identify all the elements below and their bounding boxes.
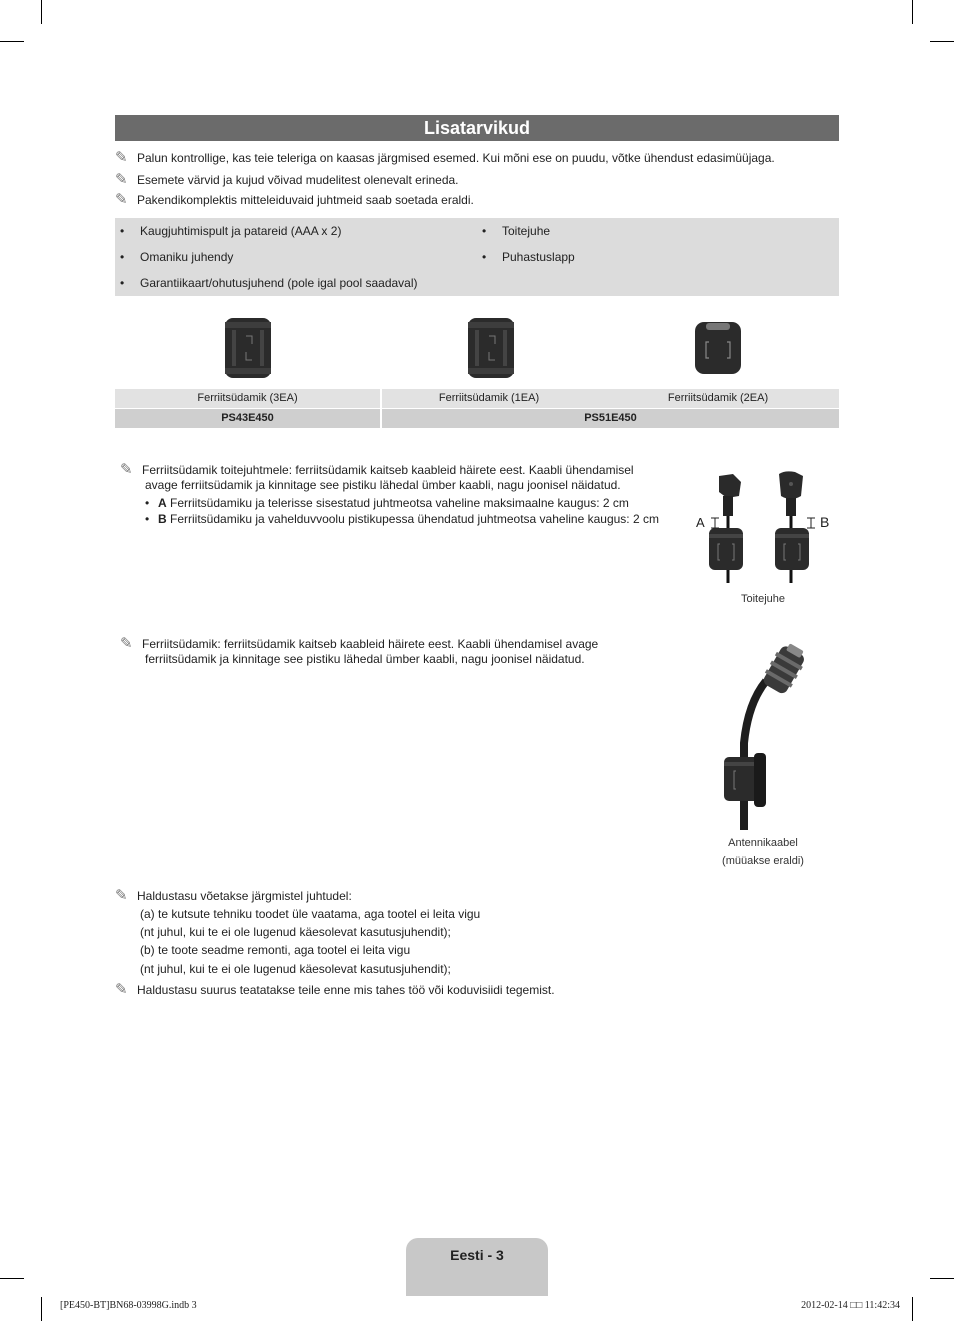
page-number: Eesti - 3 (450, 1247, 504, 1263)
ferrite-name-cell: Ferriitsüdamik (2EA) (667, 392, 769, 404)
pencil-note-icon: ✎ (115, 191, 128, 208)
bullet-icon: • (120, 276, 125, 290)
figure-caption: (müüakse eraldi) (722, 855, 804, 867)
bullet-icon: • (482, 250, 487, 264)
ferrite-core-image (222, 316, 274, 380)
figure-caption: Toitejuhe (740, 593, 786, 605)
pencil-note-icon: ✎ (115, 981, 128, 998)
list-item: • B Ferriitsüdamiku ja vahelduvvoolu pistikupessa ühendatud juhtmeotsa vaheline kaugus: 2 cm (145, 512, 659, 526)
figure-caption: Antennikaabel (728, 837, 798, 849)
list-item: • Puhastuslapp (482, 250, 575, 264)
power-ferrite-note-cont: avage ferriitsüdamik ja kinnitage see pistiku lähedal ümber kaabli, nagu joonisel näidatud. (145, 478, 621, 492)
fee-note-last: ✎ Haldustasu suurus teatatakse teile enne mis tahes töö või koduvisiidi tegemist. (115, 981, 555, 998)
antenna-cable-figure (718, 643, 812, 830)
figure-label-b: B (820, 514, 830, 530)
bullet-icon: • (482, 224, 487, 238)
page-title: Lisatarvikud (115, 115, 839, 141)
fee-note-heading: ✎ Haldustasu võetakse järgmistel juhtudel: (115, 887, 352, 904)
pencil-note-icon: ✎ (120, 461, 133, 478)
model-cell: PS51E450 (382, 409, 839, 428)
list-item: • Toitejuhe (482, 224, 551, 238)
ferrite-core-image (465, 316, 517, 380)
crop-mark (41, 1297, 42, 1321)
fee-note-line: (b) te toote seadme remonti, aga tootel ei leita vigu (140, 943, 411, 957)
crop-mark (0, 1278, 24, 1279)
footer-file-info: [PE450-BT]BN68-03998G.indb 3 (60, 1300, 197, 1311)
note-check-items: ✎ Palun kontrollige, kas teie teleriga on kaasas järgmised esemed. Kui mõni ese on puudu, võtke ühendust edasimüüjaga. (115, 149, 775, 166)
ferrite-core-image (692, 320, 744, 376)
power-cord-figure (695, 468, 835, 583)
crop-mark (930, 1278, 954, 1279)
bullet-icon: • (145, 496, 150, 510)
pencil-note-icon: ✎ (120, 635, 133, 652)
bullet-icon: • (145, 512, 150, 526)
antenna-ferrite-note: ✎ Ferriitsüdamik: ferriitsüdamik kaitseb kaableid häirete eest. Kaabli ühendamisel avage (120, 635, 599, 652)
pencil-note-icon: ✎ (115, 149, 128, 166)
pencil-note-icon: ✎ (115, 887, 128, 904)
ferrite-name-cell: Ferriitsüdamik (3EA) (115, 389, 380, 408)
crop-mark (0, 41, 24, 42)
bullet-icon: • (120, 250, 125, 264)
list-item: • Garantiikaart/ohutusjuhend (pole igal pool saadaval) (120, 276, 418, 290)
antenna-ferrite-note-cont: ferriitsüdamik ja kinnitage see pistiku lähedal ümber kaabli, nagu joonisel näidatud. (145, 652, 585, 666)
figure-label-a: A (696, 515, 705, 530)
list-item: • Omaniku juhendy (120, 250, 234, 264)
note-cables: ✎ Pakendikomplektis mitteleiduvaid juhtmeid saab soetada eraldi. (115, 191, 474, 208)
fee-note-line: (nt juhul, kui te ei ole lugenud käesolevat kasutusjuhendit); (140, 925, 451, 939)
model-cell: PS43E450 (115, 409, 380, 428)
pencil-note-icon: ✎ (115, 171, 128, 188)
fee-note-line: (nt juhul, kui te ei ole lugenud käesolevat kasutusjuhendit); (140, 962, 451, 976)
note-colors-shapes: ✎ Esemete värvid ja kujud võivad mudelitest olenevalt erineda. (115, 171, 459, 188)
list-item: • Kaugjuhtimispult ja patareid (AAA x 2) (120, 224, 342, 238)
footer-timestamp: 2012-02-14 □□ 11:42:34 (801, 1300, 900, 1311)
power-ferrite-note: ✎ Ferriitsüdamik toitejuhtmele: ferriitsüdamik kaitseb kaableid häirete eest. Kaabli ühendamisel (120, 461, 634, 478)
list-item: • A Ferriitsüdamiku ja telerisse sisestatud juhtmeotsa vaheline maksimaalne kaugus: 2 cm (145, 496, 629, 510)
crop-mark (930, 41, 954, 42)
bullet-icon: • (120, 224, 125, 238)
crop-mark (912, 0, 913, 24)
crop-mark (912, 1297, 913, 1321)
crop-mark (41, 0, 42, 24)
fee-note-line: (a) te kutsute tehniku toodet üle vaatama, aga tootel ei leita vigu (140, 907, 481, 921)
ferrite-name-cell: Ferriitsüdamik (1EA) (438, 392, 540, 404)
